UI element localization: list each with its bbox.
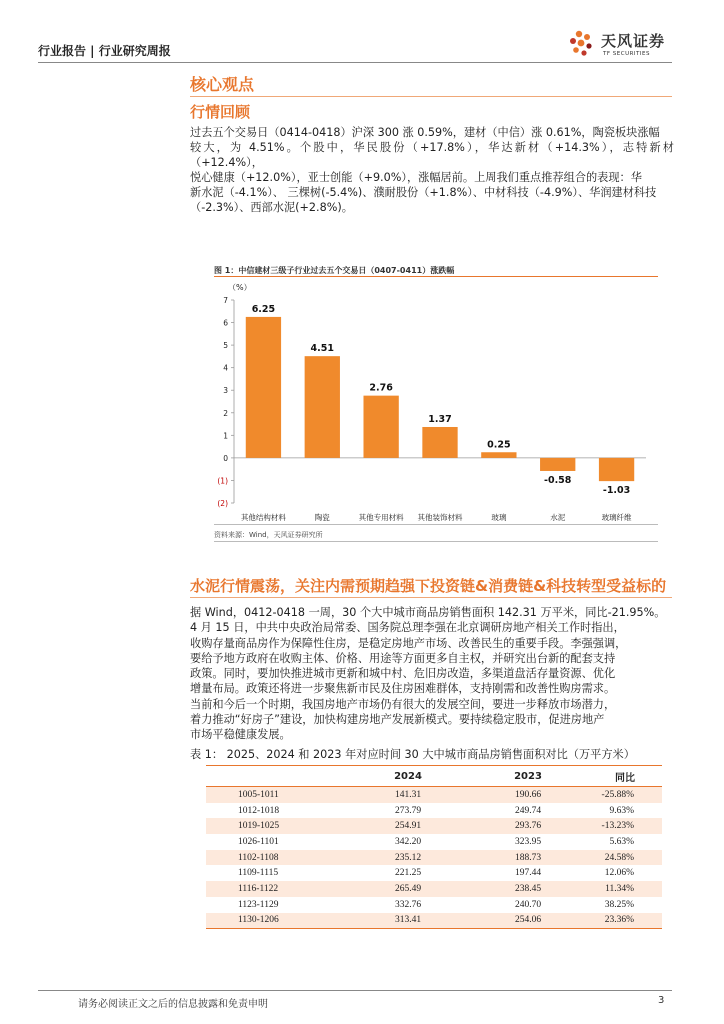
review-line: 较大，为 4.51%。个股中，华民股份（+17.8%），华达新材（+14.3%），志特新材（+12.4%）， [190, 141, 674, 169]
bar-value-label: 0.25 [487, 439, 511, 451]
value-2023-cell: 197.44 [514, 868, 542, 879]
section-subtitle: 行情回顾 [190, 103, 251, 121]
value-2023-cell: 188.73 [468, 850, 588, 866]
review-line: 过去五个交易日（0414-0418）沪深 300 涨 0.59%，建材（中信）涨 0.61%，陶瓷板块涨幅 [190, 126, 660, 139]
x-tick-label: 其他专用材料 [358, 513, 404, 522]
bar-value-label: 2.76 [369, 382, 393, 394]
period-cell: 1116-1122 [206, 881, 348, 897]
period-cell: 1012-1018 [238, 805, 280, 816]
bar [422, 427, 457, 458]
yoy-cell: 38.25% [604, 899, 634, 910]
table-row [206, 834, 662, 850]
figure-source-rule [214, 541, 658, 542]
y-tick-label: 6 [223, 318, 228, 328]
highlight-title-rule [190, 597, 672, 598]
highlight-line: 据 Wind，0412-0418 一周，30 个大中城市商品房销售面积 142.31 万平米，同比-21.95%。 [190, 606, 666, 619]
period-cell: 1109-1115 [238, 868, 279, 879]
table-row [206, 865, 662, 881]
y-tick-label: 3 [223, 386, 228, 396]
x-tick-label: 玻璃 [491, 513, 507, 522]
y-axis [217, 296, 646, 508]
logo-brand-text: 天风证券 [601, 32, 666, 50]
table-row [206, 850, 662, 866]
highlight-line: 4 月 15 日，中共中央政治局常委、国务院总理李强在北京调研房地产相关工作时指出， [190, 621, 625, 635]
bar-value-label: -0.58 [544, 474, 572, 486]
highlight-title: 水泥行情震荡，关注内需预期趋强下投资链&消费链&科技转型受益标的 [190, 577, 667, 595]
figure-title-rule [214, 276, 658, 277]
y-tick-label: 2 [223, 408, 228, 418]
period-cell: 1019-1025 [206, 818, 348, 834]
period-cell: 1130-1206 [206, 913, 348, 929]
table-header-cell: 2023 [514, 770, 542, 782]
table-header-row [206, 766, 662, 787]
value-2024-cell: 313.41 [348, 913, 468, 929]
table-title: 表 1： 2025、2024 和 2023 年对应时间 30 大中城市商品房销售面积对比（万平方米） [190, 748, 635, 761]
y-tick-label: 7 [223, 296, 228, 305]
bar [599, 458, 634, 481]
section-title-rule [190, 96, 672, 97]
value-2024-cell: 141.31 [348, 787, 468, 803]
highlight-line: 要给予地方政府在收购主体、价格、用途等方面更多自主权，并研究出台新的配套支持 [190, 651, 616, 665]
x-axis-labels [241, 512, 632, 522]
highlight-line: 增量布局。政策还将进一步聚焦新市民及住房困难群体，支持刚需和改善性购房需求。 [190, 682, 616, 696]
yoy-cell: -13.23% [588, 818, 662, 834]
table-row [206, 787, 662, 803]
y-tick-label: 4 [223, 363, 228, 373]
bar-value-label: -1.03 [602, 485, 631, 497]
table-header-cell: 2024 [394, 770, 422, 782]
value-2024-cell: 221.25 [394, 868, 422, 879]
x-tick-label: 其他装饰材料 [417, 513, 463, 522]
value-2024-cell: 265.49 [348, 881, 468, 897]
yoy-cell: 5.63% [609, 836, 634, 847]
value-2024-cell: 273.79 [394, 805, 422, 816]
period-cell: 1026-1101 [238, 836, 279, 847]
y-tick-label: 5 [223, 341, 228, 351]
y-tick-label: 1 [223, 431, 228, 441]
value-2023-cell: 240.70 [514, 899, 542, 910]
yoy-cell: 12.06% [604, 868, 634, 879]
period-cell: 1102-1108 [206, 850, 348, 866]
x-tick-label: 其他结构材料 [240, 513, 286, 522]
page-number: 3 [658, 995, 665, 1006]
sales-area-table [206, 765, 662, 929]
figure-title: 图 1：中信建材三级子行业过去五个交易日（0407-0411）涨跌幅 [214, 266, 455, 275]
bar-value-label: 6.25 [251, 303, 276, 315]
yoy-cell: 24.58% [588, 850, 662, 866]
footer-divider [38, 990, 672, 991]
table-row [206, 881, 662, 897]
y-tick-label: 0 [223, 453, 228, 463]
highlight-paragraph [190, 605, 674, 743]
review-line: 新水泥（-4.1%）、 三棵树(-5.4%)、濮耐股份（+1.8%）、中材科技（-4.9%）、华润建材科技 [190, 186, 657, 199]
x-tick-label: 陶瓷 [314, 513, 330, 522]
value-2024-cell: 235.12 [348, 850, 468, 866]
yoy-cell: -25.88% [588, 787, 662, 803]
highlight-line: 收购存量商品房作为保障性住房，是稳定房地产市场、改善民生的重要手段。李强强调， [190, 636, 627, 650]
value-2023-cell: 238.45 [468, 881, 588, 897]
table-row [206, 803, 662, 819]
period-cell: 1005-1011 [206, 787, 348, 803]
value-2023-cell: 254.06 [468, 913, 588, 929]
period-cell: 1123-1129 [238, 899, 279, 910]
value-2024-cell: 342.20 [394, 836, 422, 847]
yoy-cell: 11.34% [588, 881, 662, 897]
highlight-line: 市场平稳健康发展。 [190, 728, 291, 742]
table-header-cell [206, 766, 348, 787]
table-row [206, 818, 662, 834]
x-tick-label: 玻璃纤维 [601, 513, 632, 522]
logo-brand-english: TF SECURITIES [603, 51, 650, 57]
bar-value-label: 4.51 [310, 343, 335, 355]
value-2024-cell: 332.76 [394, 899, 422, 910]
review-line: （-2.3%）、西部水泥(+2.8%)。 [190, 201, 353, 214]
highlight-line: 政策。同时，要加快推进城市更新和城中村、危旧房改造，多渠道盘活存量资源、优化 [190, 667, 616, 681]
table-row [206, 913, 662, 929]
figure-bottom-rule [214, 524, 658, 525]
report-category: 行业报告 | 行业研究周报 [38, 44, 171, 58]
bar [540, 458, 575, 471]
y-tick-label: (1) [217, 476, 228, 486]
yoy-cell: 23.36% [588, 913, 662, 929]
value-2024-cell: 254.91 [348, 818, 468, 834]
footer-disclaimer: 请务必阅读正文之后的信息披露和免责申明 [78, 999, 268, 1010]
market-review-paragraph [190, 125, 674, 215]
bar [305, 356, 340, 458]
value-2023-cell: 323.95 [514, 836, 542, 847]
value-2023-cell: 249.74 [514, 805, 542, 816]
bar [363, 396, 398, 458]
highlight-line: 着力推动“好房子”建设，加快构建房地产发展新模式。要持续稳定股市，促进房地产 [190, 713, 605, 727]
bar [246, 317, 281, 458]
section-title: 核心观点 [190, 75, 255, 94]
table-header-cell: 同比 [615, 772, 635, 784]
x-tick-label: 水泥 [550, 513, 566, 522]
bar-value-label: 1.37 [428, 413, 452, 425]
y-axis-unit-label: （%） [228, 283, 252, 292]
review-line: 悦心健康（+12.0%），亚士创能（+9.0%），涨幅居前。上周我们重点推荐组合的表现：华 [190, 171, 642, 184]
highlight-line: 当前和今后一个时期，我国房地产市场仍有很大的发展空间，要进一步释放市场潜力， [190, 697, 616, 711]
bar [481, 452, 516, 458]
value-2023-cell: 190.66 [468, 787, 588, 803]
y-tick-label: (2) [217, 499, 228, 508]
bars [246, 304, 634, 496]
value-2023-cell: 293.76 [468, 818, 588, 834]
header-divider [38, 62, 672, 63]
figure-source: 资料来源：Wind，天风证券研究所 [214, 531, 323, 539]
table-row [206, 897, 662, 913]
yoy-cell: 9.63% [609, 805, 634, 816]
bar-chart [206, 278, 662, 524]
